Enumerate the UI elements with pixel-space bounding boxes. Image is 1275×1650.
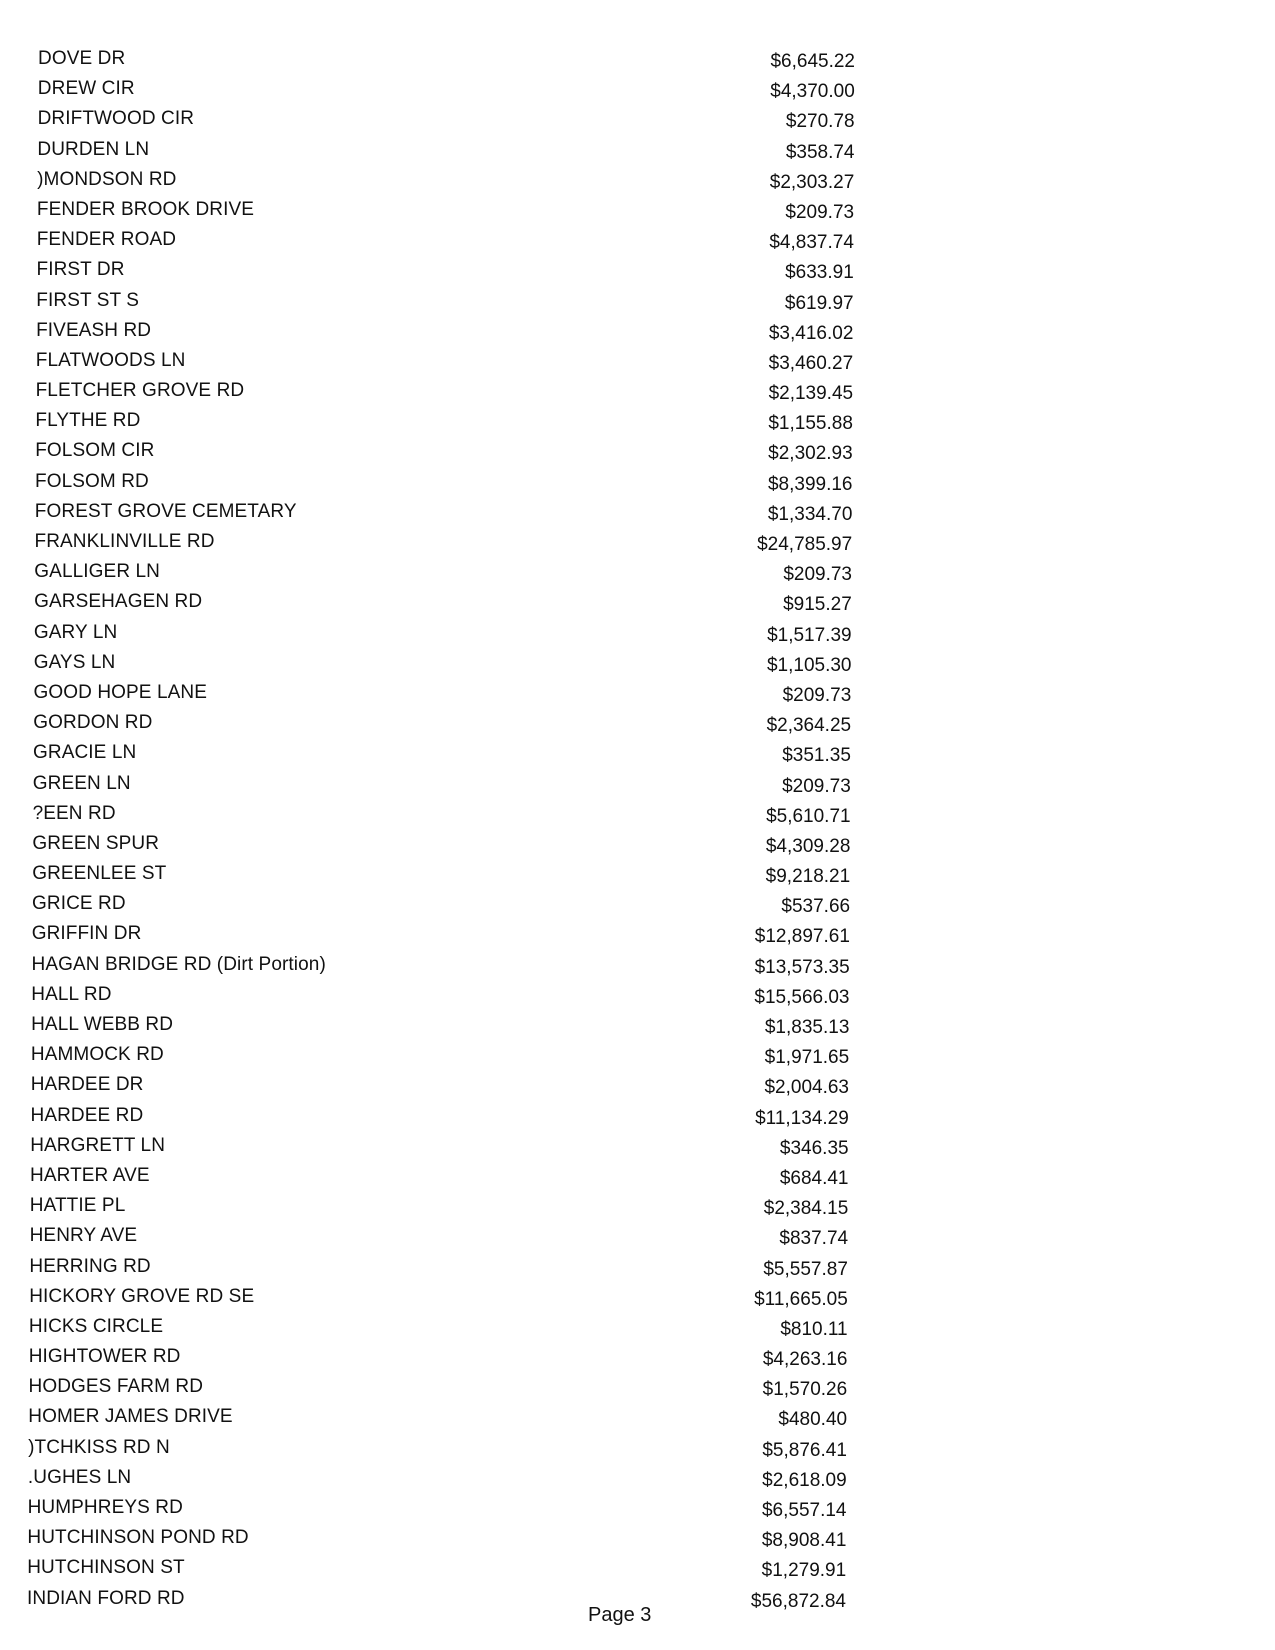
road-name: HICKS CIRCLE xyxy=(28,1315,164,1337)
road-name: HALL RD xyxy=(31,983,112,1005)
list-item xyxy=(0,557,1275,587)
road-amount: $209.73 xyxy=(783,564,852,586)
list-item xyxy=(0,708,1275,738)
list-item xyxy=(0,74,1275,104)
road-name: GREEN SPUR xyxy=(32,832,160,854)
road-amount: $4,309.28 xyxy=(765,835,851,857)
road-name: GRACIE LN xyxy=(33,742,137,764)
road-name: FENDER BROOK DRIVE xyxy=(36,198,255,220)
road-amount: $346.35 xyxy=(779,1137,849,1159)
road-amount: $15,566.03 xyxy=(754,986,850,1008)
list-item xyxy=(0,648,1275,678)
road-name: DRIFTWOOD CIR xyxy=(37,108,195,130)
road-amount: $6,645.22 xyxy=(770,51,855,72)
road-amount: $2,302.93 xyxy=(768,443,853,465)
road-name: GARY LN xyxy=(33,621,118,643)
road-name: HENRY AVE xyxy=(29,1225,138,1247)
road-name: FENDER ROAD xyxy=(36,229,177,251)
list-item xyxy=(0,678,1275,708)
road-name: HUMPHREYS RD xyxy=(27,1497,183,1518)
road-amount: $1,334.70 xyxy=(767,503,853,525)
road-name: HATTIE PL xyxy=(29,1195,126,1217)
list-item xyxy=(0,1040,1275,1070)
road-name: GRICE RD xyxy=(32,893,126,915)
road-amount: $11,665.05 xyxy=(754,1288,848,1310)
road-name: DOVE DR xyxy=(38,48,126,69)
road-name: FIRST ST S xyxy=(36,289,140,311)
road-amount: $2,364.25 xyxy=(766,715,852,737)
road-amount: $837.74 xyxy=(779,1228,849,1250)
road-name: DREW CIR xyxy=(37,78,135,100)
road-name: HARDEE RD xyxy=(30,1104,144,1126)
road-name: HERRING RD xyxy=(29,1255,151,1277)
road-name: HODGES FARM RD xyxy=(28,1376,204,1398)
road-amount: $810.11 xyxy=(780,1318,848,1340)
road-amount: $2,139.45 xyxy=(768,383,854,405)
road-name: .UGHES LN xyxy=(27,1466,132,1488)
road-amount: $4,837.74 xyxy=(769,232,854,254)
road-name: HICKORY GROVE RD SE xyxy=(29,1285,255,1307)
road-amount: $1,517.39 xyxy=(767,624,852,646)
road-amount: $8,399.16 xyxy=(767,473,853,495)
road-name: HAMMOCK RD xyxy=(30,1044,164,1066)
road-amount: $684.41 xyxy=(779,1167,849,1189)
road-amount: $13,573.35 xyxy=(754,956,850,978)
road-amount: $24,785.97 xyxy=(757,534,853,555)
list-item xyxy=(0,769,1275,799)
road-amount: $12,897.61 xyxy=(754,926,850,948)
road-name: GORDON RD xyxy=(33,712,153,734)
list-item xyxy=(0,1221,1275,1251)
road-name: GOOD HOPE LANE xyxy=(33,681,207,703)
list-item xyxy=(0,165,1275,195)
list-item xyxy=(0,859,1275,889)
list-item xyxy=(0,1342,1275,1372)
road-amount: $2,303.27 xyxy=(769,171,855,193)
road-amount: $2,618.09 xyxy=(762,1469,847,1491)
road-amount: $6,557.14 xyxy=(761,1500,847,1521)
road-amount: $480.40 xyxy=(778,1409,848,1431)
list-item xyxy=(0,618,1275,648)
list-item xyxy=(0,286,1275,316)
road-amount: $209.73 xyxy=(785,201,855,223)
road-amount: $1,835.13 xyxy=(764,1017,850,1038)
list-item xyxy=(0,587,1275,617)
list-item xyxy=(0,1402,1275,1432)
list-item xyxy=(0,889,1275,919)
road-amount: $1,155.88 xyxy=(768,413,853,435)
road-name: HUTCHINSON POND RD xyxy=(27,1527,249,1549)
road-amount: $537.66 xyxy=(781,896,851,918)
road-amount: $209.73 xyxy=(782,684,852,706)
road-amount: $3,460.27 xyxy=(768,352,854,374)
road-amount: $1,279.91 xyxy=(761,1560,847,1582)
list-item xyxy=(0,1372,1275,1402)
road-name: FLETCHER GROVE RD xyxy=(35,380,245,402)
road-name: HARDEE DR xyxy=(30,1074,144,1096)
list-item xyxy=(0,1191,1275,1221)
list-item xyxy=(0,799,1275,829)
list-item xyxy=(0,376,1275,406)
road-amount: $56,872.84 xyxy=(750,1590,846,1612)
list-item xyxy=(0,255,1275,285)
road-name: GREENLEE ST xyxy=(32,863,167,885)
page-number: Page 3 xyxy=(588,1604,652,1626)
list-item xyxy=(0,436,1275,466)
road-name: HARTER AVE xyxy=(30,1164,150,1186)
road-amount: $4,370.00 xyxy=(770,81,855,103)
list-item xyxy=(0,1131,1275,1161)
road-name: HAGAN BRIDGE RD (Dirt Portion) xyxy=(31,953,326,975)
list-item xyxy=(0,1101,1275,1131)
road-amount: $5,610.71 xyxy=(766,805,851,827)
road-amount: $8,908.41 xyxy=(761,1530,847,1552)
road-name: FLATWOODS LN xyxy=(35,349,186,371)
list-item xyxy=(0,1463,1275,1493)
road-amount: $1,570.26 xyxy=(762,1379,848,1401)
road-amount: $633.91 xyxy=(785,262,854,284)
road-amount: $4,263.16 xyxy=(762,1349,848,1371)
road-name: GREEN LN xyxy=(32,772,131,794)
road-amount: $270.78 xyxy=(785,111,855,133)
list-item xyxy=(0,1010,1275,1040)
list-item xyxy=(0,527,1275,557)
list-item xyxy=(0,1493,1275,1523)
list-item xyxy=(0,406,1275,436)
road-name: GARSEHAGEN RD xyxy=(34,591,203,613)
list-item xyxy=(0,1523,1275,1553)
road-name: FIVEASH RD xyxy=(36,319,152,341)
list-item xyxy=(0,104,1275,134)
road-name: FRANKLINVILLE RD xyxy=(34,531,215,552)
road-name: DURDEN LN xyxy=(37,138,150,160)
list-item xyxy=(0,195,1275,225)
road-name: HALL WEBB RD xyxy=(31,1014,174,1035)
road-amount: $619.97 xyxy=(784,292,854,314)
list-item xyxy=(0,738,1275,768)
list-item xyxy=(0,1553,1275,1583)
road-amount: $2,004.63 xyxy=(764,1077,849,1099)
road-name: FLYTHE RD xyxy=(35,410,141,432)
road-name: FIRST DR xyxy=(36,259,125,281)
road-name: FOREST GROVE CEMETARY xyxy=(34,500,297,522)
road-name: HIGHTOWER RD xyxy=(28,1346,181,1368)
road-amount: $915.27 xyxy=(783,594,852,616)
road-amount: $5,557.87 xyxy=(763,1258,848,1280)
road-amount: $351.35 xyxy=(782,745,851,767)
road-amount: $11,134.29 xyxy=(755,1107,849,1129)
list-item xyxy=(0,1161,1275,1191)
road-amount: $1,105.30 xyxy=(766,654,852,676)
road-amount: $9,218.21 xyxy=(765,866,851,888)
road-name: GRIFFIN DR xyxy=(31,923,142,945)
road-name: HOMER JAMES DRIVE xyxy=(28,1406,233,1428)
road-name: )TCHKISS RD N xyxy=(28,1436,170,1458)
road-amount: $358.74 xyxy=(785,141,855,163)
list-item xyxy=(0,44,1275,74)
list-item xyxy=(0,135,1275,165)
road-amount-list xyxy=(0,44,1275,1614)
list-item xyxy=(0,1282,1275,1312)
list-item xyxy=(0,919,1275,949)
list-item xyxy=(0,346,1275,376)
list-item xyxy=(0,1433,1275,1463)
list-item xyxy=(0,497,1275,527)
road-name: GALLIGER LN xyxy=(34,561,161,583)
list-item xyxy=(0,1252,1275,1282)
road-name: ?EEN RD xyxy=(32,802,116,824)
road-amount: $3,416.02 xyxy=(768,322,854,344)
road-amount: $1,971.65 xyxy=(764,1047,850,1069)
list-item xyxy=(0,829,1275,859)
road-name: INDIAN FORD RD xyxy=(27,1587,185,1609)
road-amount: $2,384.15 xyxy=(763,1198,849,1220)
road-name: GAYS LN xyxy=(33,651,116,673)
road-name: FOLSOM RD xyxy=(35,470,149,492)
list-item xyxy=(0,980,1275,1010)
road-name: )MONDSON RD xyxy=(37,168,177,190)
road-name: FOLSOM CIR xyxy=(35,440,155,462)
road-name: HARGRETT LN xyxy=(30,1134,166,1156)
list-item xyxy=(0,950,1275,980)
road-amount: $5,876.41 xyxy=(762,1439,847,1461)
list-item xyxy=(0,225,1275,255)
list-item xyxy=(0,1312,1275,1342)
list-item xyxy=(0,316,1275,346)
list-item xyxy=(0,467,1275,497)
road-name: HUTCHINSON ST xyxy=(27,1557,185,1579)
list-item xyxy=(0,1070,1275,1100)
road-amount: $209.73 xyxy=(782,775,851,797)
